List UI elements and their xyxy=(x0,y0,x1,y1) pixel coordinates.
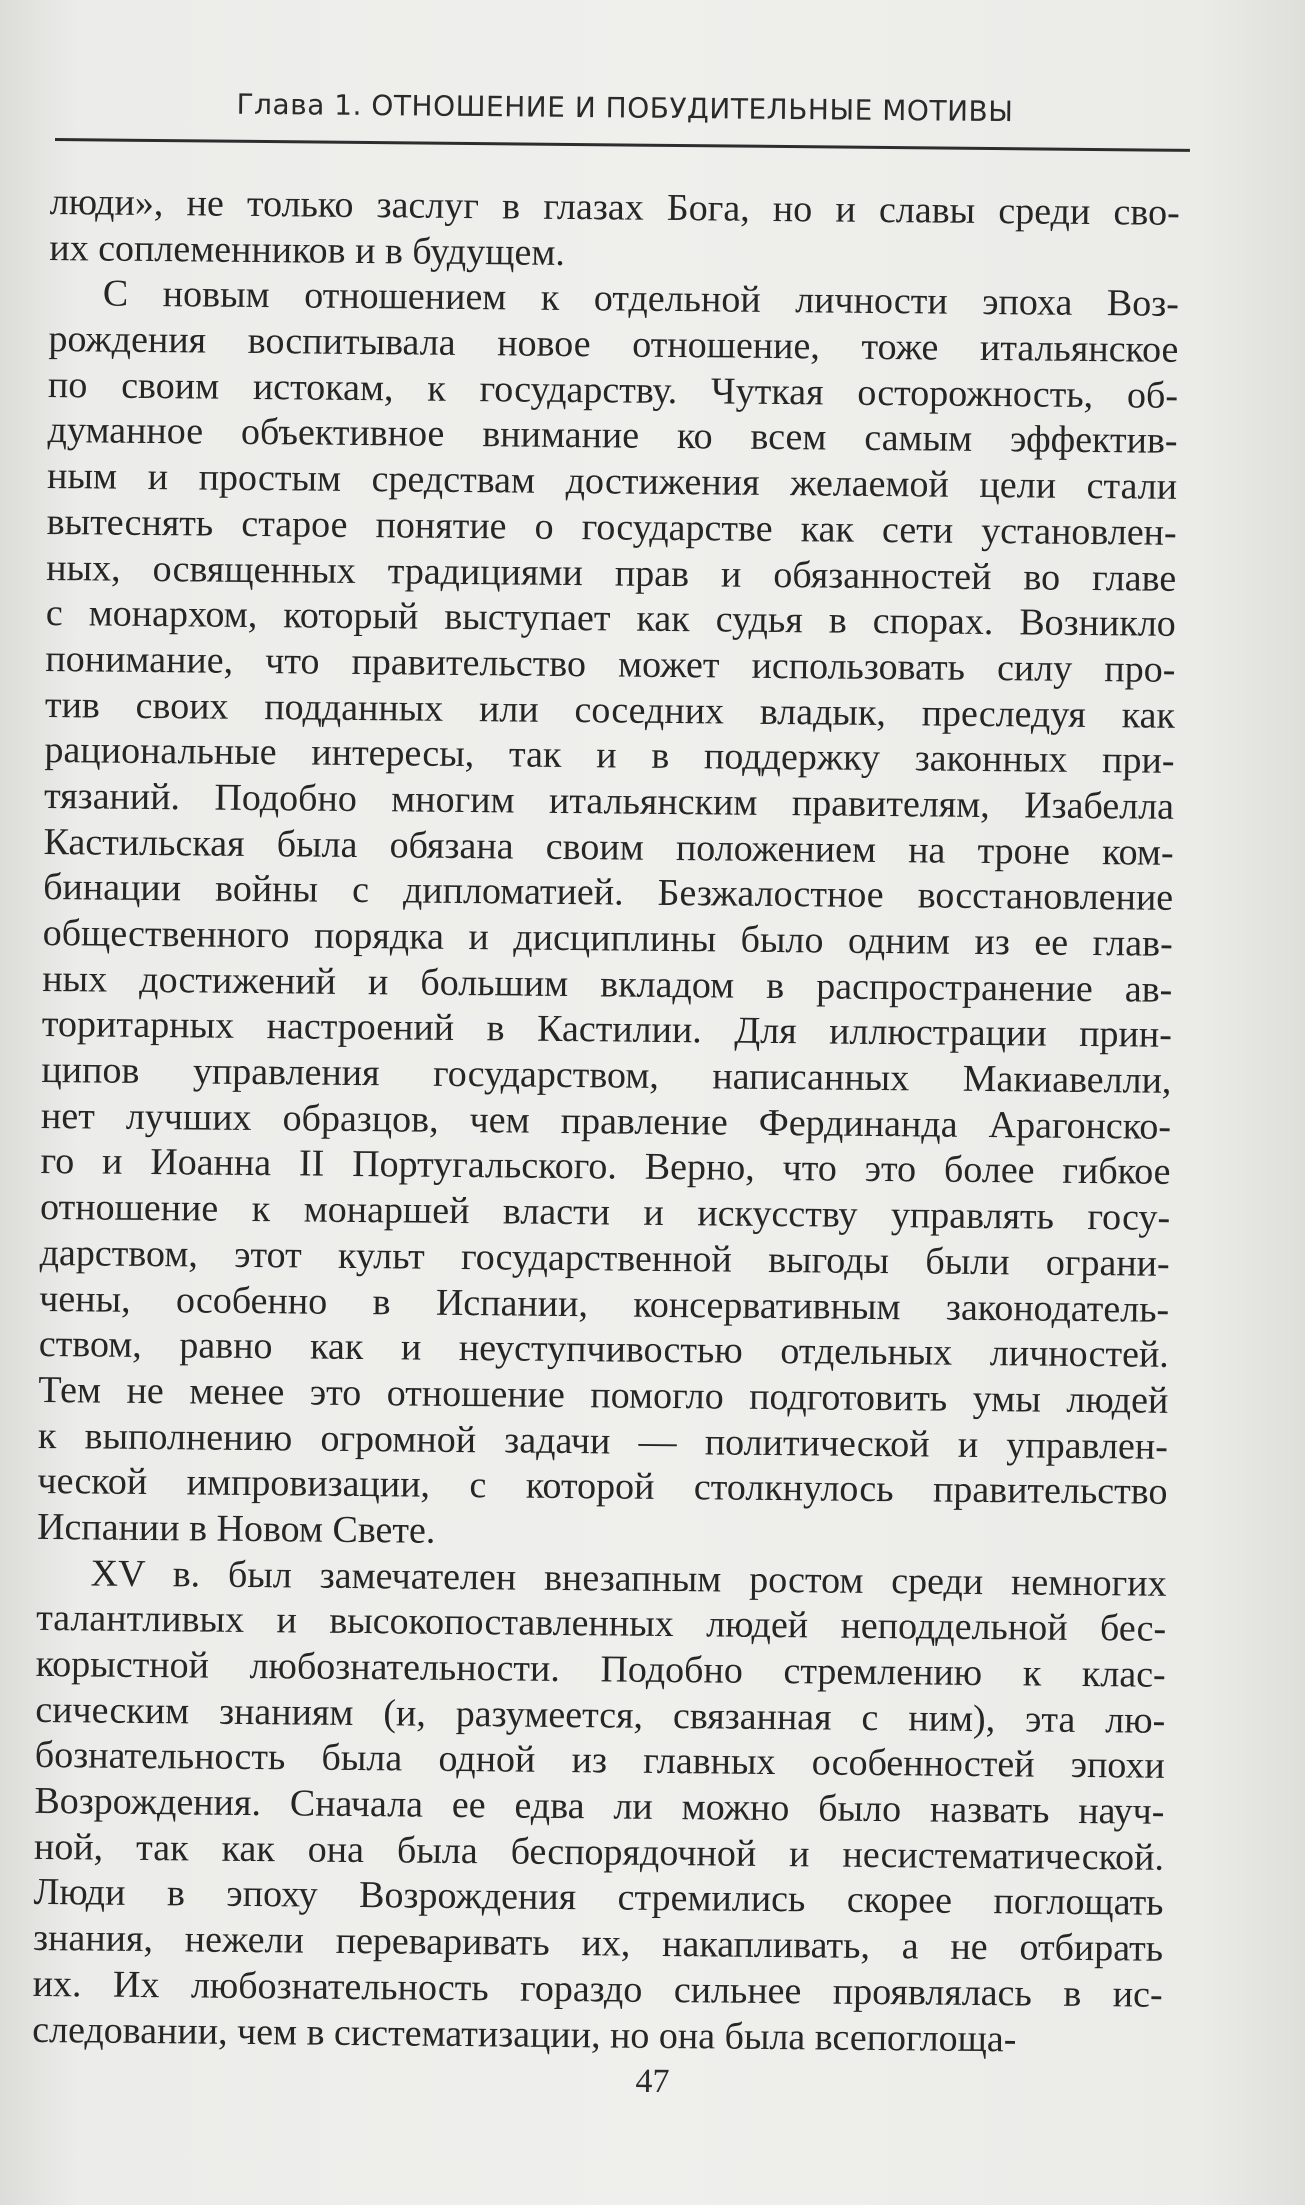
text-line: талантливых и высокопоставленных людей неподдельной бес- xyxy=(35,1597,1167,1651)
text-line: ных, освященных традициями прав и обязанностей во главе xyxy=(46,546,1177,600)
text-line: дарством, этот культ государственной выгоды были ограни- xyxy=(39,1231,1170,1285)
header-rule xyxy=(55,138,1190,152)
text-line: С новым отношением к отдельной личности эпоха Воз- xyxy=(102,272,1180,326)
text-line: Тем не менее это отношение помогло подготовить умы людей xyxy=(38,1368,1169,1422)
text-line: ной, так как она была беспорядочной и несистематической. xyxy=(33,1825,1165,1879)
text-line: рациональные интересы, так и в поддержку законных при- xyxy=(44,729,1175,783)
text-line: ным и простым средствам достижения желаемой цели стали xyxy=(46,455,1178,508)
text-line: XV в. был замечателен внезапным ростом среди немногих xyxy=(90,1552,1167,1605)
text-line: бознательность была одной из главных особенностей эпохи xyxy=(34,1734,1166,1788)
text-line: корыстной любознательности. Подобно стремлению к клас- xyxy=(35,1642,1166,1696)
paragraph xyxy=(49,180,1180,282)
text-line: торитарных настроений в Кастилии. Для иллюстрации прин- xyxy=(41,1003,1173,1057)
text-line: отношение к монаршей власти и искусству управлять госу- xyxy=(39,1186,1171,1239)
text-line: ных достижений и большим вкладом в распространение ав- xyxy=(42,957,1173,1011)
text-line: Кастильская была обязана своим положением на троне ком- xyxy=(43,820,1174,874)
text-line: вытеснять старое понятие о государстве как сети установлен- xyxy=(46,500,1177,554)
text-line: знания, нежели переваривать их, накапливать, а не отбирать xyxy=(32,1917,1164,1970)
text-line: по своим истокам, к государству. Чуткая осторожность, об- xyxy=(47,363,1179,417)
text-line: Люди в эпоху Возрождения стремились скорее поглощать xyxy=(33,1871,1164,1925)
text-line: их соплеменников и в будущем. xyxy=(49,226,566,274)
text-line: их. Их любознательность гораздо сильнее проявлялась в ис- xyxy=(32,1962,1163,2016)
page-number: 47 xyxy=(635,2062,670,2101)
text-line: тязаний. Подобно многим итальянским правителям, Изабелла xyxy=(43,774,1175,828)
text-line: Испании в Новом Свете. xyxy=(36,1505,436,1552)
running-head: Глава 1. ОТНОШЕНИЕ И ПОБУДИТЕЛЬНЫЕ МОТИВЫ xyxy=(236,87,1014,129)
text-line: понимание, что правительство может использовать силу про- xyxy=(45,637,1176,691)
text-line: ством, равно как и неуступчивостью отдельных личностей. xyxy=(38,1323,1169,1376)
text-line: чены, особенно в Испании, консервативным законодатель- xyxy=(39,1277,1170,1331)
text-line: ципов управления государством, написанных Макиавелли, xyxy=(41,1049,1172,1102)
paragraph xyxy=(32,1551,1167,2064)
text-line: бинации войны с дипломатией. Безжалостное восстановление xyxy=(43,866,1174,920)
text-line: тив своих подданных или соседних владык, преследуя как xyxy=(44,683,1176,737)
text-line: го и Иоанна II Португальского. Верно, что это более гибкое xyxy=(40,1140,1171,1194)
text-line: думанное объективное внимание ко всем самым эффектив- xyxy=(47,409,1178,463)
text-line: общественного порядка и дисциплины было одним из ее глав- xyxy=(42,911,1173,965)
text-line: ческой импровизации, с которой столкнулось правительство xyxy=(37,1460,1168,1514)
text-line: рождения воспитывала новое отношение, тоже итальянское xyxy=(48,318,1179,371)
text-line: нет лучших образцов, чем правление Фердинанда Арагонско- xyxy=(40,1094,1172,1148)
body-text xyxy=(32,180,1180,2064)
paragraph xyxy=(37,271,1179,1561)
text-line: сическим знаниям (и, разумеется, связанная с ним), эта лю- xyxy=(35,1688,1166,1742)
text-line: Возрождения. Сначала ее едва ли можно было назвать науч- xyxy=(34,1779,1165,1833)
text-line: люди», не только заслуг в глазах Бога, но и славы среди сво- xyxy=(49,180,1180,234)
text-line: к выполнению огромной задачи — политической и управлен- xyxy=(37,1414,1169,1468)
text-line: следовании, чем в систематизации, но она была всепоглоща- xyxy=(32,2008,1017,2060)
text-line: с монархом, который выступает как судья в спорах. Возникло xyxy=(45,592,1176,646)
